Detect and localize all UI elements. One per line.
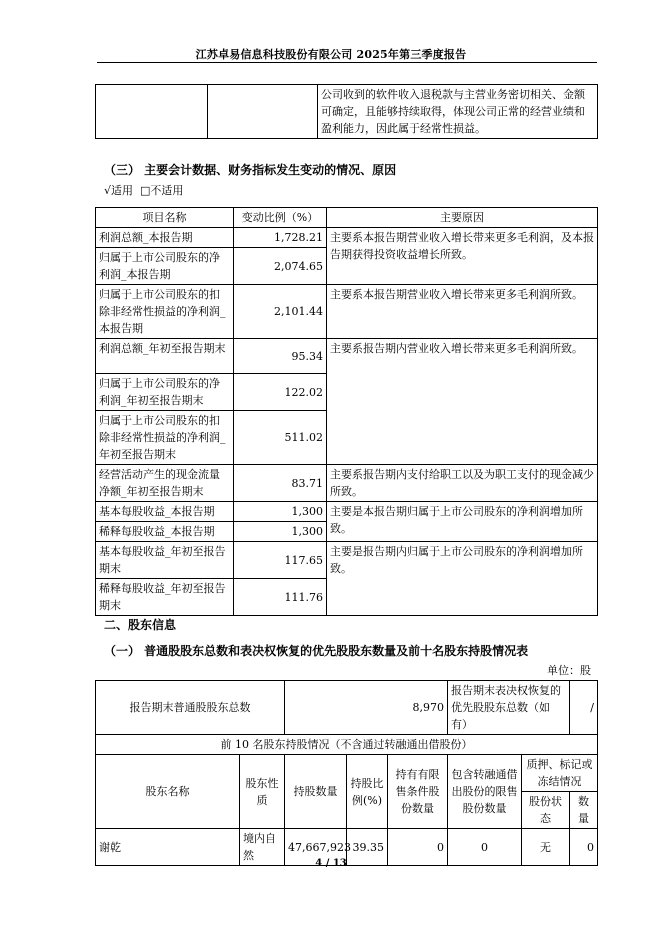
change-pct: 83.71	[234, 465, 327, 502]
shareholders-table	[95, 680, 598, 866]
reason-cell: 主要系本报告期营业收入增长带来更多毛利润，及本报告期获得投资收益增长所致。	[327, 228, 598, 285]
table-row	[96, 735, 598, 755]
reason-cell: 主要系报告期内支付给职工以及为职工支付的现金减少所致。	[327, 465, 598, 502]
column-header: 股份状态	[522, 792, 570, 829]
item-name: 稀释每股收益_本报告期	[96, 522, 234, 542]
total-holders-label: 报告期末普通股股东总数	[96, 681, 285, 735]
reason-cell: 主要系本报告期营业收入增长带来更多毛利润所致。	[327, 285, 598, 339]
table-header-row	[96, 755, 598, 792]
checkbox-not-applicable: □不适用	[140, 184, 184, 197]
continued-cell-text: 公司收到的软件收入退税款与主营业务密切相关、金额可确定，且能够持续取得，体现公司正常的经营业绩和盈利能力，因此属于经常性损益。	[318, 85, 598, 139]
table-row	[96, 502, 598, 522]
table-row	[96, 339, 598, 374]
empty-cell	[208, 85, 318, 139]
column-header: 质押、标记或冻结情况	[522, 755, 598, 792]
pref-holders-label: 报告期末表决权恢复的优先股股东总数（如有）	[448, 681, 570, 735]
change-pct: 511.02	[234, 411, 327, 465]
column-header: 主要原因	[327, 208, 598, 228]
unit-label: 单位：股	[547, 664, 591, 677]
item-name: 经营活动产生的现金流量净额_年初至报告期末	[96, 465, 234, 502]
item-name: 基本每股收益_年初至报告期末	[96, 542, 234, 579]
table-row	[96, 228, 598, 248]
financial-changes-table	[95, 207, 598, 616]
header-divider	[97, 62, 597, 63]
checkbox-applicable: √适用	[104, 184, 134, 197]
table-header-row	[96, 208, 598, 228]
item-name: 归属于上市公司股东的净利润_本报告期	[96, 248, 234, 285]
column-header: 股东名称	[96, 755, 240, 829]
holder-nature: 境内自然	[240, 829, 285, 866]
reason-cell: 主要系报告期内营业收入增长带来更多毛利润所致。	[327, 339, 598, 465]
table-row	[96, 542, 598, 579]
column-header: 持股比例(%)	[347, 755, 388, 829]
top10-title: 前 10 名股东持股情况（不含通过转融通出借股份）	[96, 735, 598, 755]
column-header: 数量	[570, 792, 598, 829]
item-name: 归属于上市公司股东的扣除非经常性损益的净利润_本报告期	[96, 285, 234, 339]
change-pct: 117.65	[234, 542, 327, 579]
change-pct: 111.76	[234, 579, 327, 616]
change-pct: 2,074.65	[234, 248, 327, 285]
section-heading-3: （三） 主要会计数据、财务指标发生变动的情况、原因	[104, 163, 397, 177]
holder-lending: 0	[448, 829, 522, 866]
item-name: 利润总额_年初至报告期末	[96, 339, 234, 374]
holder-pledge-qty: 0	[570, 829, 598, 866]
column-header: 持有有限售条件股份数量	[388, 755, 448, 829]
holder-pledge-status: 无	[522, 829, 570, 866]
change-pct: 95.34	[234, 339, 327, 374]
change-pct: 2,101.44	[234, 285, 327, 339]
column-header: 变动比例（%）	[234, 208, 327, 228]
change-pct: 1,300	[234, 502, 327, 522]
column-header: 项目名称	[96, 208, 234, 228]
reason-cell: 主要是报告期内归属于上市公司股东的净利润增加所致。	[327, 542, 598, 616]
holder-name: 谢乾	[96, 829, 240, 866]
column-header: 股东性质	[240, 755, 285, 829]
section-heading-holders-table: （一） 普通股股东总数和表决权恢复的优先股股东数量及前十名股东持股情况表	[104, 644, 529, 658]
change-pct: 1,728.21	[234, 228, 327, 248]
item-name: 基本每股收益_本报告期	[96, 502, 234, 522]
continued-table	[95, 84, 598, 139]
reason-cell: 主要是本报告期归属于上市公司股东的净利润增加所致。	[327, 502, 598, 542]
column-header: 持股数量	[285, 755, 347, 829]
page-number: 4 / 13	[315, 858, 347, 869]
table-row	[96, 465, 598, 502]
holder-restricted: 0	[388, 829, 448, 866]
report-header-title: 江苏卓易信息科技股份有限公司 2025年第三季度报告	[195, 48, 467, 61]
total-holders-value: 8,970	[285, 681, 448, 735]
item-name: 利润总额_本报告期	[96, 228, 234, 248]
change-pct: 122.02	[234, 374, 327, 411]
table-row	[96, 85, 598, 139]
change-pct: 1,300	[234, 522, 327, 542]
item-name: 稀释每股收益_年初至报告期末	[96, 579, 234, 616]
holder-ratio: 39.35	[347, 829, 388, 866]
item-name: 归属于上市公司股东的扣除非经常性损益的净利润_年初至报告期末	[96, 411, 234, 465]
column-header: 包含转融通借出股份的限售股份数量	[448, 755, 522, 829]
item-name: 归属于上市公司股东的净利润_年初至报告期末	[96, 374, 234, 411]
holder-shares: 47,667,923	[285, 829, 347, 866]
applicability-check	[104, 182, 183, 198]
table-row	[96, 681, 598, 735]
empty-cell	[96, 85, 208, 139]
pref-holders-value: /	[570, 681, 598, 735]
section-heading-shareholders: 二、股东信息	[104, 618, 177, 632]
table-row	[96, 285, 598, 339]
